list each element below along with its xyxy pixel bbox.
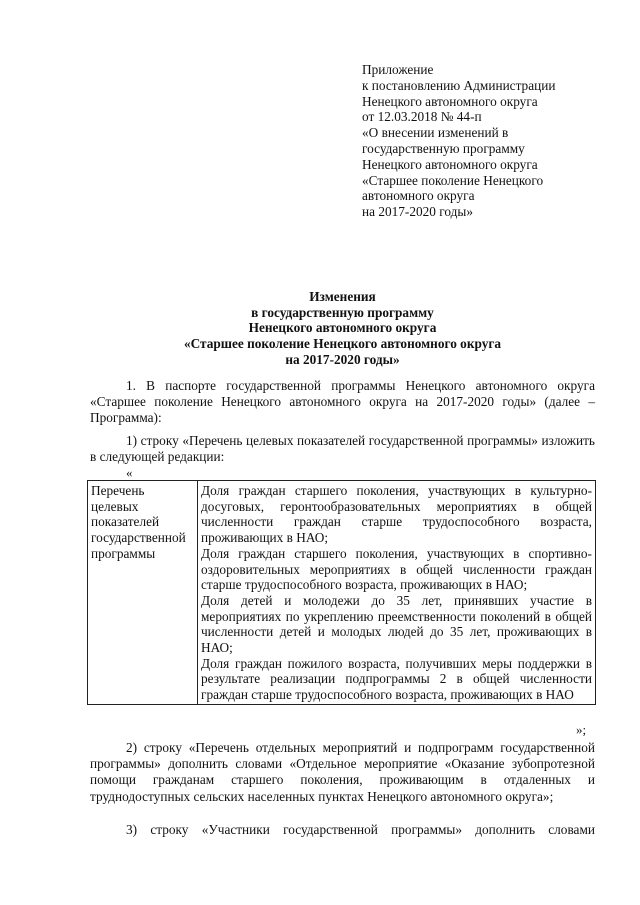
appendix-line: Ненецкого автономного округа bbox=[362, 93, 538, 109]
indicator-item: Доля граждан старшего поколения, участвующих в культурно-досуговых, геронтообразовательных мероприятиях в общей численности граждан старше трудоспособного возраста, проживающих в НАО; bbox=[201, 483, 592, 546]
appendix-line: к постановлению Администрации bbox=[362, 77, 556, 93]
open-quote: « bbox=[126, 465, 133, 480]
appendix-line: «Старшее поколение Ненецкого bbox=[362, 172, 544, 188]
appendix-line: на 2017-2020 годы» bbox=[362, 204, 474, 220]
title-line: «Старшее поколение Ненецкого автономного округа bbox=[183, 336, 502, 352]
paragraph-2: 1) строку «Перечень целевых показателей государственной программы» изложить в следующей редакции: bbox=[90, 433, 595, 465]
appendix-line: Приложение bbox=[362, 62, 434, 77]
table-label-cell: Перечень целевых показателей государственной программы bbox=[88, 481, 198, 705]
title-line: Ненецкого автономного округа bbox=[248, 320, 437, 336]
document-title bbox=[90, 289, 595, 368]
table-row bbox=[88, 481, 596, 705]
paragraph-3: 2) строку «Перечень отдельных мероприятий и подпрограмм государственной программы» дополнить словами «Отдельное мероприятие «Оказание зубопротезной помощи гражданам старшего поколения, проживающим в отдаленных и труднодоступных сельских населенных пунктах Ненецкого автономного округа»; bbox=[90, 740, 595, 804]
appendix-header bbox=[362, 62, 612, 220]
appendix-line: Ненецкого автономного округа bbox=[362, 156, 538, 172]
paragraph-4: 3) строку «Участники государственной программы» дополнить словами bbox=[126, 822, 595, 837]
title-line: Изменения bbox=[309, 289, 376, 304]
appendix-line: автономного округа bbox=[362, 188, 475, 204]
paragraph-1: 1. В паспорте государственной программы Ненецкого автономного округа «Старшее поколение Ненецкого автономного округа на 2017-2020 годы» (далее – Программа): bbox=[90, 378, 595, 426]
indicator-item: Доля граждан пожилого возраста, получивших меры поддержки в результате реализации подпрограммы 2 в общей численности граждан старше трудоспособного возраста, проживающих в НАО bbox=[201, 655, 592, 703]
close-quote: »; bbox=[576, 722, 587, 737]
title-line: в государственную программу bbox=[251, 304, 434, 320]
title-line: на 2017-2020 годы» bbox=[285, 351, 400, 367]
appendix-line: «О внесении изменений в bbox=[362, 125, 509, 141]
indicator-item: Доля детей и молодежи до 35 лет, принявших участие в мероприятиях по укреплению преемственности поколений в общей численности детей и молодых людей до 35 лет, проживающих в НАО; bbox=[201, 592, 592, 656]
appendix-line: от 12.03.2018 № 44-п bbox=[362, 109, 482, 125]
appendix-line: государственную программу bbox=[362, 140, 525, 156]
goals-table bbox=[87, 480, 596, 705]
table-content-cell bbox=[198, 481, 596, 705]
indicator-item: Доля граждан старшего поколения, участвующих в спортивно-оздоровительных мероприятиях в общей численности граждан старше трудоспособного возраста, проживающих в НАО; bbox=[201, 545, 592, 593]
